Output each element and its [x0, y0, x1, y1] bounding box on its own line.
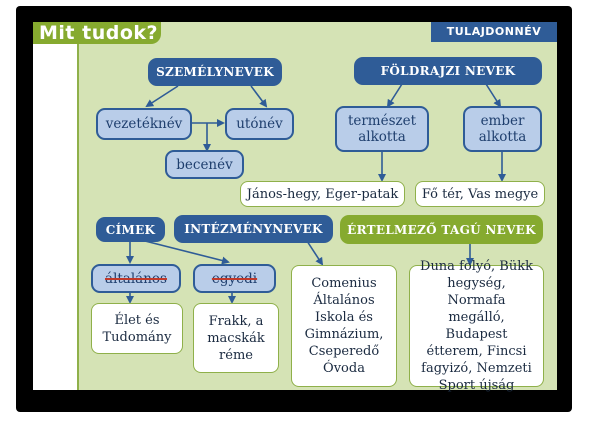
becenev-node: becenév: [165, 150, 244, 179]
ember-alkotta-node: ember alkotta: [463, 106, 542, 152]
termeszet-alkotta-node: természet alkotta: [335, 106, 429, 152]
arrow-szemely-vezetek: [147, 86, 178, 106]
arrow-cimek-egyedi: [145, 241, 228, 262]
egyedi-node: [193, 264, 276, 293]
ertelmezo-pelda: Duna folyó, Bükk hegység, Normafa megálló, Budapest étterem, Fincsi fagyizó, Nemzeti Sport újság: [409, 265, 544, 387]
egyedi-label: egyedi: [211, 270, 258, 287]
topic-label: TULAJDONNÉV: [431, 22, 557, 42]
ember-pelda: Fő tér, Vas megye: [415, 181, 545, 207]
egyedi-pelda: Frakk, a macskák réme: [193, 303, 279, 373]
cimek-header: CÍMEK: [96, 217, 165, 242]
section-title: Mit tudok?: [33, 22, 161, 44]
arrow-foldrajzi-termeszet: [388, 84, 402, 106]
altalanos-pelda: Élet és Tudomány: [91, 303, 183, 354]
ertelmezo-taga-nevek-header: ÉRTELMEZŐ TAGÚ NEVEK: [340, 215, 543, 244]
vezeteknev-node: vezetéknév: [96, 108, 192, 140]
arrow-szemely-uto: [251, 86, 266, 106]
arrow-foldrajzi-ember: [486, 84, 500, 106]
termeszet-pelda: János-hegy, Eger-patak: [240, 181, 405, 207]
altalanos-label: általános: [105, 270, 167, 287]
foldrajzi-nevek-header: FÖLDRAJZI NEVEK: [354, 57, 542, 85]
altalanos-node: [91, 264, 181, 293]
intezmenynevek-header: INTÉZMÉNYNEVEK: [174, 215, 333, 243]
szemelynevek-header: SZEMÉLYNEVEK: [148, 58, 282, 86]
intezmeny-pelda: Comenius Általános Iskola és Gimnázium, Cseperedő Óvoda: [291, 265, 397, 387]
utonev-node: utónév: [225, 108, 294, 140]
arrow-intezmeny-pelda: [307, 241, 322, 264]
